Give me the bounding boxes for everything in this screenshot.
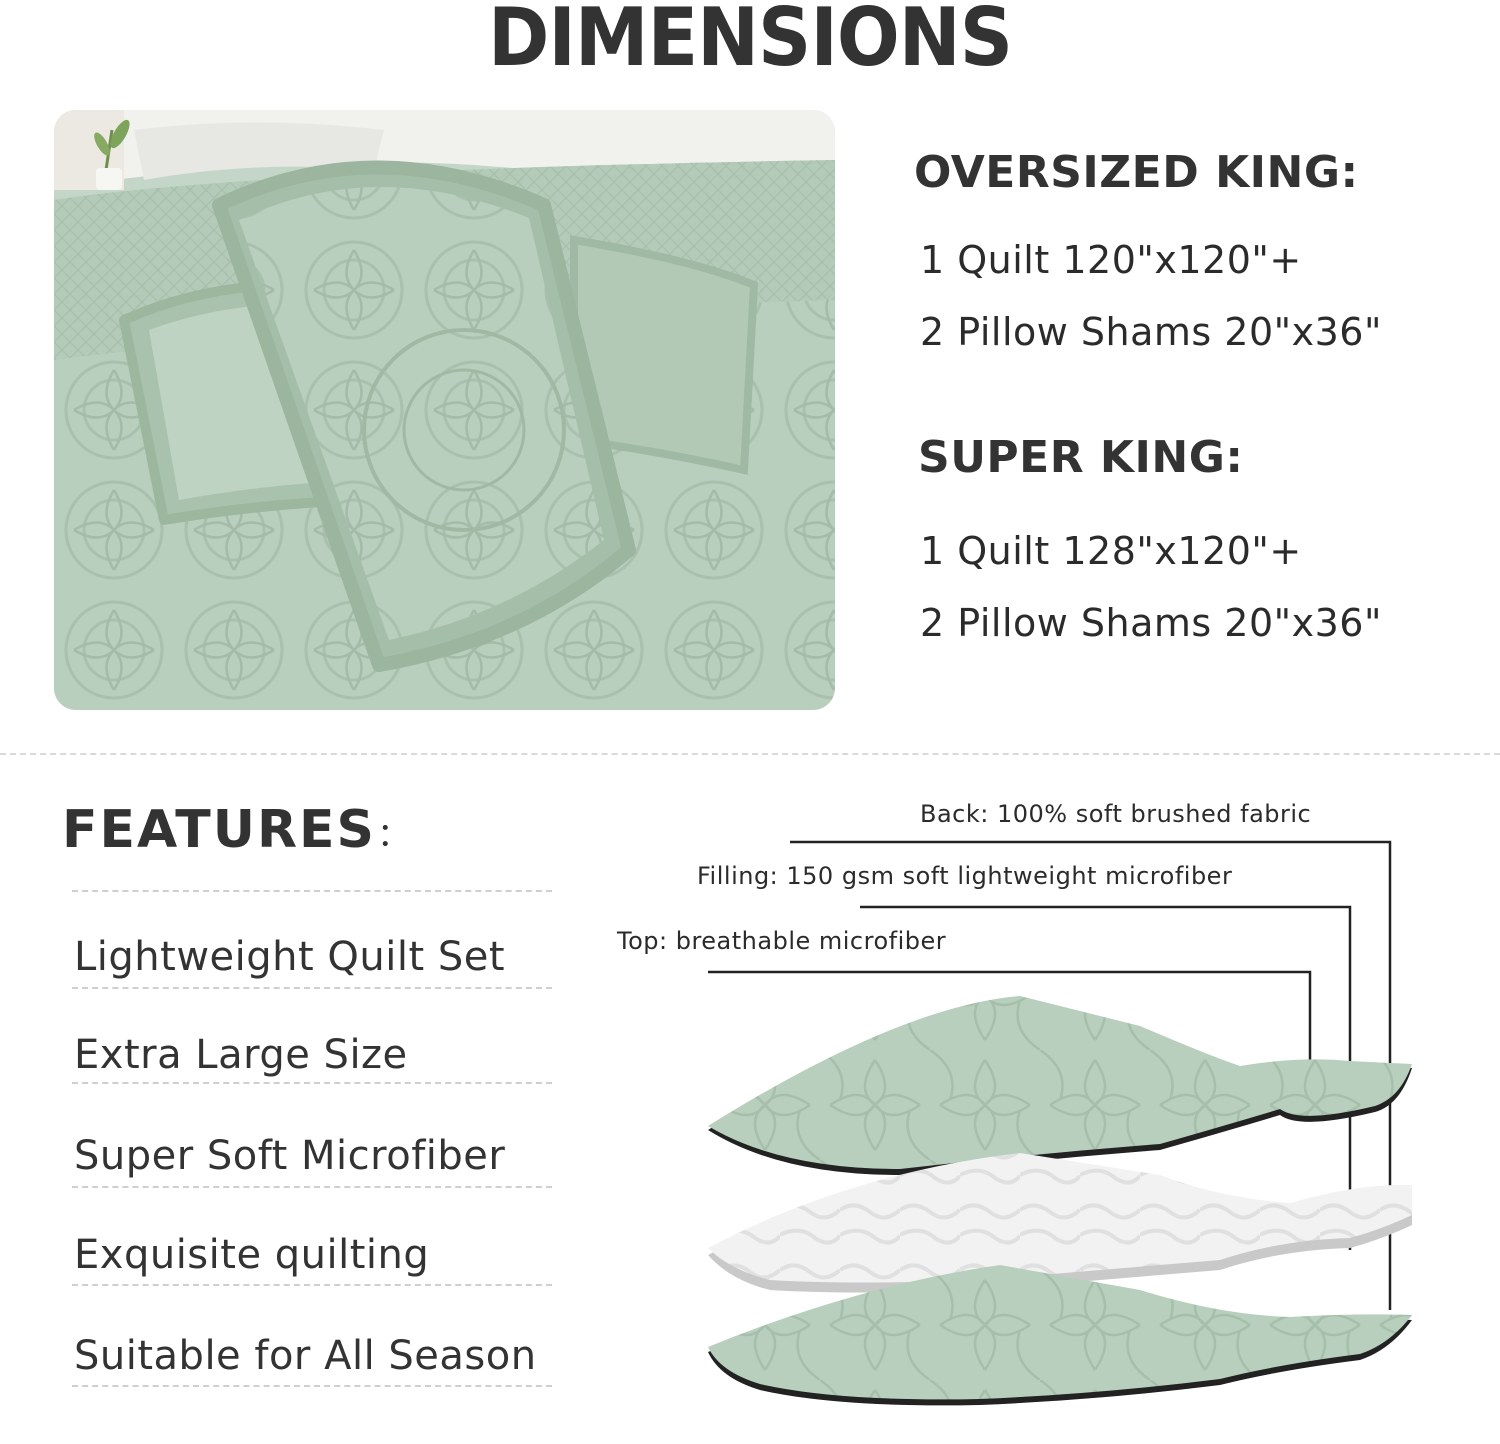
size-line-shams: 2 Pillow Shams 20"x36" (920, 601, 1382, 645)
layer-label-filling: Filling: 150 gsm soft lightweight microfiber (697, 862, 1233, 890)
layer-label-top: Top: breathable microfiber (617, 927, 947, 955)
feature-item: Lightweight Quilt Set (74, 934, 506, 980)
section-divider (0, 753, 1500, 755)
feature-rule (72, 1186, 552, 1188)
features-title-text: FEATURES (62, 800, 376, 860)
size-line-shams: 2 Pillow Shams 20"x36" (920, 310, 1382, 354)
quilt-layers-diagram (600, 830, 1440, 1430)
size-line-quilt: 1 Quilt 128"x120"+ (920, 529, 1302, 573)
features-title (62, 800, 418, 864)
feature-rule (72, 1284, 552, 1286)
feature-item: Suitable for All Season (74, 1333, 537, 1379)
feature-rule (72, 987, 552, 989)
layer-label-back: Back: 100% soft brushed fabric (920, 800, 1312, 828)
feature-rule (72, 1385, 552, 1387)
size-heading-super-king: SUPER KING: (918, 432, 1244, 483)
feature-item: Extra Large Size (74, 1032, 408, 1078)
features-title-colon: ： (375, 811, 418, 857)
page-title: DIMENSIONS (487, 0, 1013, 85)
feature-item: Super Soft Microfiber (74, 1133, 506, 1179)
feature-rule (72, 890, 552, 892)
feature-item: Exquisite quilting (74, 1232, 430, 1278)
quilt-bed-photo (54, 110, 835, 710)
size-heading-oversized-king: OVERSIZED KING: (914, 147, 1359, 198)
feature-rule (72, 1082, 552, 1084)
size-line-quilt: 1 Quilt 120"x120"+ (920, 238, 1302, 282)
